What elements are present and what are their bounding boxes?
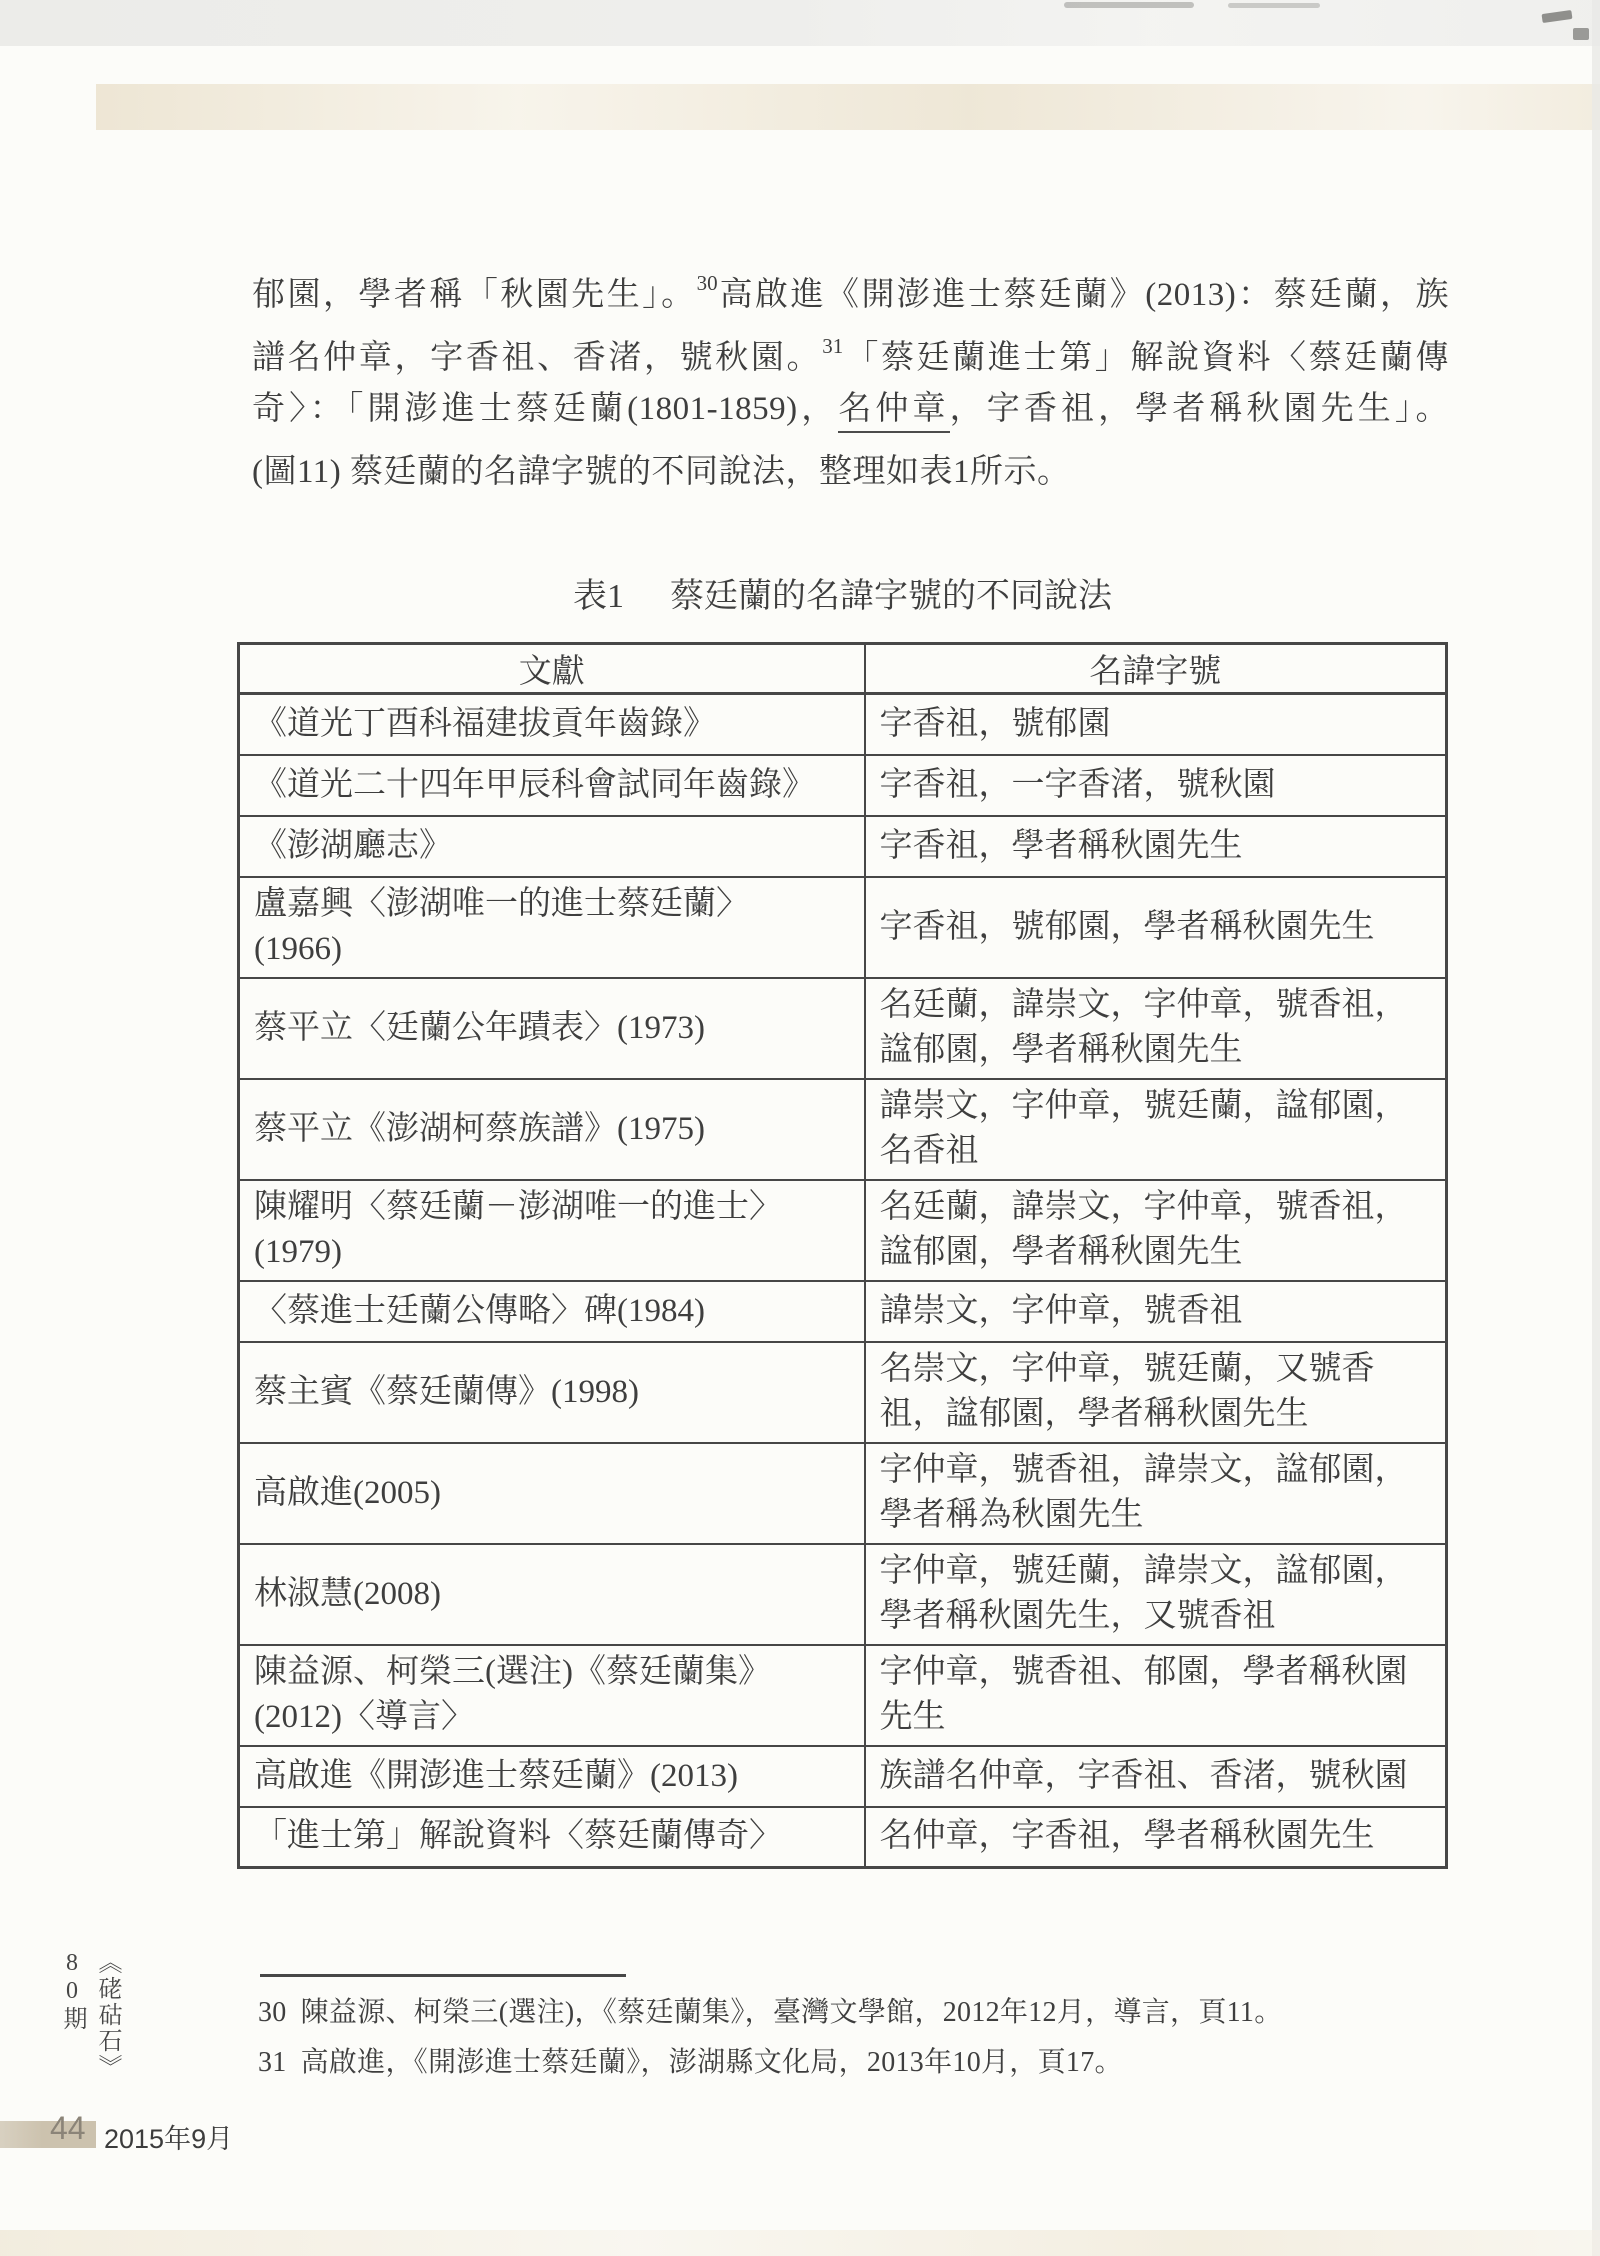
journal-issue-suffix: 期	[59, 2006, 85, 2032]
source-cell	[239, 1645, 865, 1746]
table-row	[239, 1342, 1447, 1443]
table-row	[239, 755, 1447, 816]
scan-artifact-streak	[1228, 3, 1320, 8]
paragraph-line	[252, 252, 1449, 315]
footnote-text: 高啟進，《開澎進士蔡廷蘭》，澎湖縣文化局，2013年10月，頁17。	[300, 2046, 1123, 2078]
names-cell: 字仲章，號廷蘭，諱崇文，諡郁園，學者稱秋園先生，又號香祖	[865, 1544, 1447, 1645]
table-row	[239, 1746, 1447, 1807]
scan-artifact-right-edge	[1592, 0, 1600, 2256]
table-row	[239, 1079, 1447, 1180]
source-cell-line: (1979)	[254, 1234, 342, 1270]
source-cell-line: 蔡平立〈廷蘭公年蹟表〉(1973)	[254, 1009, 705, 1046]
source-cell-line: 蔡主賓《蔡廷蘭傳》(1998)	[254, 1373, 639, 1410]
table-row	[239, 1443, 1447, 1544]
names-cell: 名廷蘭，諱崇文，字仲章，號香祖，諡郁園，學者稱秋園先生	[865, 1180, 1447, 1281]
source-cell	[239, 1443, 865, 1544]
table-caption	[237, 568, 1448, 617]
source-cell	[239, 1807, 865, 1868]
journal-title: 《硓𥑮石》	[94, 1950, 120, 2080]
header-names-column: 名諱字號	[865, 644, 1447, 694]
source-table	[237, 642, 1448, 1869]
footnote-line	[258, 1988, 1418, 2038]
names-cell: 字香祖，學者稱秋園先生	[865, 816, 1447, 877]
source-cell	[239, 1180, 865, 1281]
names-cell: 名崇文，字仲章，號廷蘭，又號香祖，諡郁園，學者稱秋園先生	[865, 1342, 1447, 1443]
source-cell-line: 盧嘉興〈澎湖唯一的進士蔡廷蘭〉	[254, 886, 749, 922]
page-number: 44	[50, 2110, 86, 2146]
text-segment: 高啟進《開澎進士蔡廷蘭》(2013)：蔡廷蘭，族	[717, 277, 1449, 313]
paragraph-line	[252, 378, 1449, 441]
source-cell-line: 高啟進(2005)	[254, 1474, 441, 1511]
body-paragraph	[252, 252, 1449, 504]
source-cell	[239, 755, 865, 816]
names-cell: 諱崇文，字仲章，號香祖	[865, 1281, 1447, 1342]
table-row	[239, 1180, 1447, 1281]
table-row	[239, 1281, 1447, 1342]
table-row	[239, 1807, 1447, 1868]
source-cell	[239, 1544, 865, 1645]
source-cell	[239, 1079, 865, 1180]
text-segment: (圖11) 蔡廷蘭的名諱字號的不同說法，整理如表1所示。	[252, 454, 1071, 490]
source-cell-line: 《道光丁酉科福建拔貢年齒錄》	[254, 705, 716, 742]
footnote-reference: 31	[822, 334, 844, 358]
text-segment: 奇〉：「開澎進士蔡廷蘭(1801-1859)，	[252, 391, 839, 427]
footnote-line	[258, 2038, 1418, 2088]
scan-artifact-streak	[1064, 2, 1194, 8]
footnote-text: 陳益源、柯榮三(選注)，《蔡廷蘭集》，臺灣文學館，2012年12月，導言，頁11。	[300, 1997, 1283, 2028]
text-segment: ，字香祖，學者稱秋園先生」。	[949, 391, 1449, 427]
source-cell-line: 林淑慧(2008)	[254, 1575, 441, 1612]
source-cell	[239, 1281, 865, 1342]
text-segment: 郁園，學者稱「秋園先生」。	[252, 277, 697, 313]
source-cell	[239, 694, 865, 755]
table-body	[239, 694, 1447, 1868]
source-cell-line: 陳益源、柯榮三(選注)《蔡廷蘭集》	[254, 1654, 771, 1690]
footnote-reference: 30	[696, 271, 718, 295]
scan-artifact-corner-mark	[1573, 28, 1589, 40]
footnote-number: 31	[258, 2046, 287, 2078]
table-row	[239, 877, 1447, 978]
underlined-text: 名仲章	[838, 391, 949, 433]
names-cell: 字香祖，號郁園	[865, 694, 1447, 755]
table-row	[239, 816, 1447, 877]
footnote-divider	[260, 1974, 626, 1977]
scan-artifact-beige-band	[96, 84, 1600, 130]
names-cell: 字仲章，號香祖、郁園，學者稱秋園先生	[865, 1645, 1447, 1746]
names-cell: 名仲章，字香祖，學者稱秋園先生	[865, 1807, 1447, 1868]
table-header-row	[239, 644, 1447, 694]
journal-issue-number: 80	[59, 1950, 85, 2006]
issue-date: 2015年9月	[104, 2124, 234, 2154]
source-cell-line: 〈蔡進士廷蘭公傳略〉碑(1984)	[254, 1292, 705, 1329]
table-row	[239, 978, 1447, 1079]
footnotes	[258, 1988, 1418, 2087]
source-cell	[239, 1746, 865, 1807]
scan-artifact-bottom-band	[0, 2230, 1600, 2256]
source-cell	[239, 816, 865, 877]
table-row	[239, 694, 1447, 755]
names-cell: 名廷蘭，諱崇文，字仲章，號香祖，諡郁園，學者稱秋園先生	[865, 978, 1447, 1079]
source-cell-line: 《澎湖廳志》	[254, 827, 452, 864]
source-cell-line: 「進士第」解說資料〈蔡廷蘭傳奇〉	[254, 1818, 782, 1855]
table-caption-label: 表1	[573, 578, 624, 615]
journal-spine-title	[55, 1950, 125, 2135]
scan-artifact-top-band	[0, 0, 1600, 46]
source-cell-line: 陳耀明〈蔡廷蘭－澎湖唯一的進士〉	[254, 1189, 782, 1225]
text-segment: 「蔡廷蘭進士第」解說資料〈蔡廷蘭傳	[843, 340, 1449, 376]
source-cell	[239, 978, 865, 1079]
footnote-number: 30	[258, 1997, 287, 2028]
names-cell: 族譜名仲章，字香祖、香渚，號秋園	[865, 1746, 1447, 1807]
table-caption-text: 蔡廷蘭的名諱字號的不同說法	[670, 578, 1112, 615]
source-cell-line: 高啟進《開澎進士蔡廷蘭》(2013)	[254, 1757, 738, 1794]
paragraph-line	[252, 315, 1449, 378]
source-cell	[239, 877, 865, 978]
source-cell-line: 蔡平立《澎湖柯蔡族譜》(1975)	[254, 1110, 705, 1147]
header-source-column: 文獻	[239, 644, 865, 694]
source-cell	[239, 1342, 865, 1443]
text-segment: 譜名仲章，字香祖、香渚，號秋園。	[252, 340, 823, 376]
source-cell-line: 《道光二十四年甲辰科會試同年齒錄》	[254, 766, 815, 803]
names-cell: 字香祖，一字香渚，號秋園	[865, 755, 1447, 816]
table-row	[239, 1544, 1447, 1645]
paragraph-line	[252, 441, 1449, 504]
source-cell-line: (2012)〈導言〉	[254, 1699, 474, 1735]
names-cell: 字香祖，號郁園，學者稱秋園先生	[865, 877, 1447, 978]
source-cell-line: (1966)	[254, 931, 342, 967]
table-row	[239, 1645, 1447, 1746]
names-cell: 字仲章，號香祖，諱崇文，諡郁園，學者稱為秋園先生	[865, 1443, 1447, 1544]
names-cell: 諱崇文，字仲章，號廷蘭，諡郁園，名香祖	[865, 1079, 1447, 1180]
